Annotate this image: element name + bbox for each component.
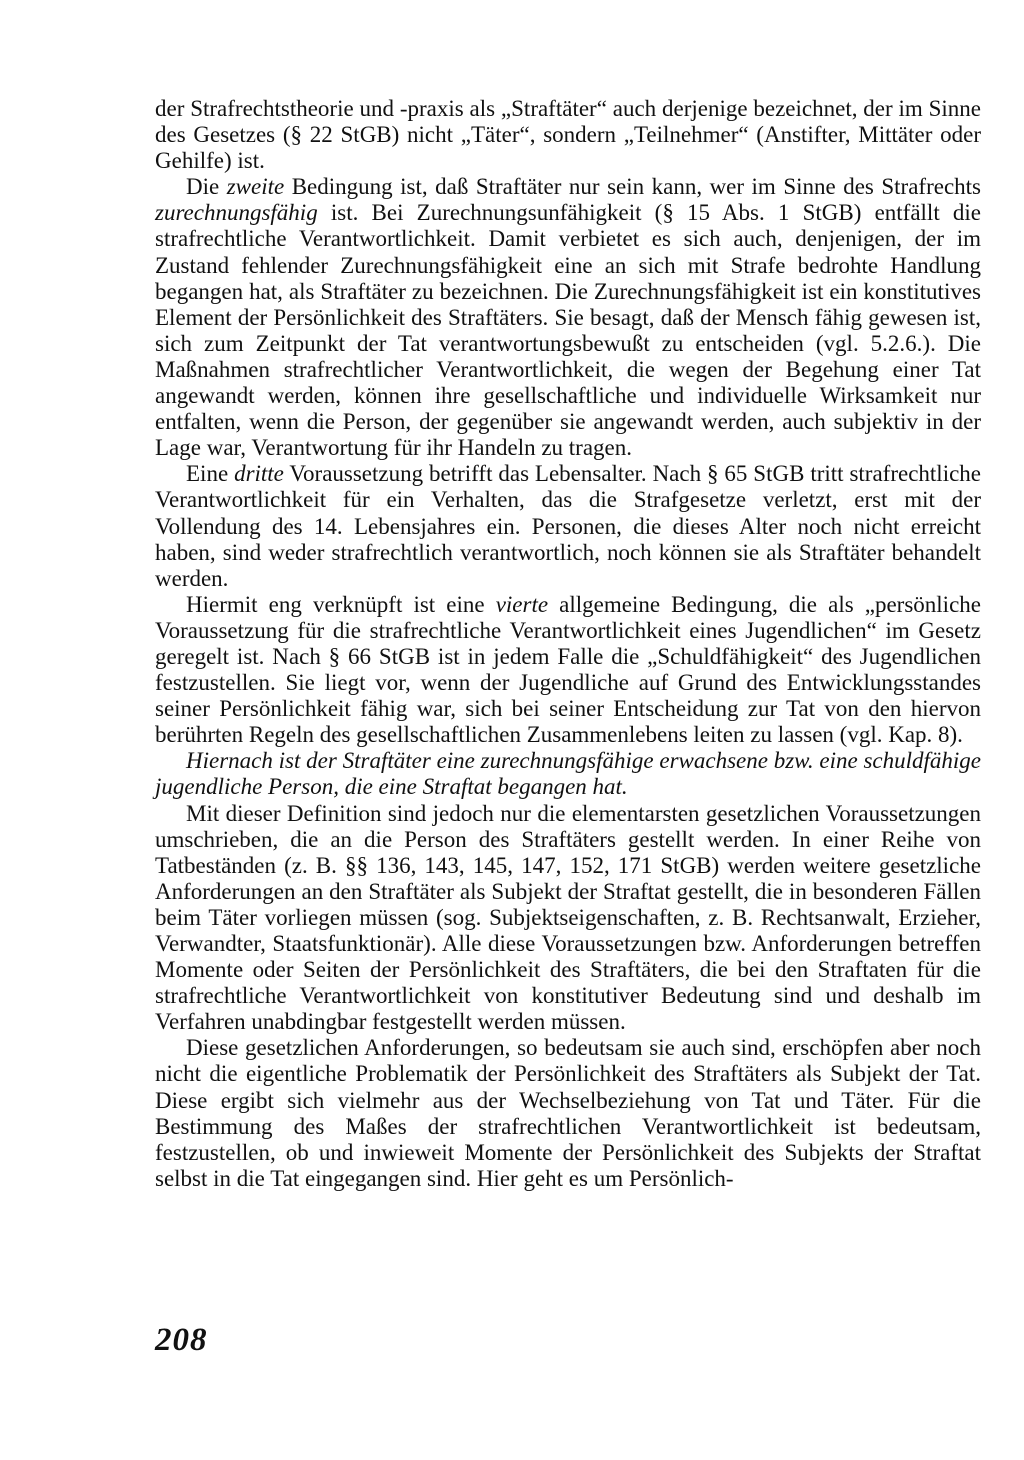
paragraph-2-text-a: Die bbox=[186, 174, 227, 200]
paragraph-2-text-b: Bedingung ist, daß Straftäter nur sein kann, wer im Sinne des Strafrechts bbox=[284, 174, 981, 200]
emphasis-dritte: dritte bbox=[234, 461, 284, 487]
emphasis-zurechnungsfaehig: zurechnungsfähig bbox=[155, 200, 318, 226]
emphasis-zweite: zweite bbox=[226, 174, 285, 200]
paragraph-4-text-a: Hiermit eng verknüpft ist eine bbox=[186, 591, 496, 617]
paragraph-7 bbox=[155, 1035, 981, 1192]
paragraph-6 bbox=[155, 801, 981, 1036]
page-number: 208 bbox=[155, 1322, 208, 1358]
paragraph-1-text: der Strafrechtstheorie und -praxis als „Straftäter“ auch derjenige bezeichnet, der im Sinne des Gesetzes (§ 22 StGB) nicht „Täter“, sondern „Teilnehmer“ (Anstifter, Mittäter oder Gehilfe) ist. bbox=[155, 96, 981, 174]
paragraph-2-text-c: ist. Bei Zurechnungsunfähigkeit (§ 15 Abs. 1 StGB) entfällt die strafrechtliche Verantwortlichkeit. Damit verbietet es sich auch, denjenigen, der im Zustand fehlender Zurechnungsfähigkeit eine an sich mit Strafe bedrohte Handlung begangen hat, als Straftäter zu bezeichnen. Die Zurechnungsfähigkeit ist ein konstitutives Element der Persönlichkeit des Straftäters. Sie besagt, daß der Mensch fähig gewesen ist, sich zum Zeitpunkt der Tat verantwortungsbewußt zu entscheiden (vgl. 5.2.6.). Die Maßnahmen strafrechtlicher Verantwortlichkeit, die wegen der Begehung einer Tat angewandt werden, können ihre gesellschaftliche und individuelle Wirksamkeit nur entfalten, wenn die Person, der gegenüber sie angewandt werden, auch subjektiv in der Lage war, Verantwortung für ihr Handeln zu tragen. bbox=[155, 200, 981, 461]
paragraph-6-text: Mit dieser Definition sind jedoch nur die elementarsten gesetzlichen Voraussetzungen umschrieben, die an die Person des Straftäters gestellt werden. In einer Reihe von Tatbeständen (z. B. §§ 136, 143, 145, 147, 152, 171 StGB) werden weitere gesetzliche Anforderungen an den Straftäter als Subjekt der Straftat gestellt, die in besonderen Fällen beim Täter vorliegen müssen (sog. Subjektseigenschaften, z. B. Rechtsanwalt, Erzieher, Verwandter, Staatsfunktionär). Alle diese Voraussetzungen bzw. Anforderungen betreffen Momente oder Seiten der Persönlichkeit des Straftäters, die bei den Straftaten für die strafrechtliche Verantwortlichkeit von konstitutiver Bedeutung sind und deshalb im Verfahren unabdingbar festgestellt werden müssen. bbox=[155, 800, 981, 1035]
paragraph-1 bbox=[155, 96, 981, 174]
definition-text: Hiernach ist der Straftäter eine zurechnungsfähige erwachsene bzw. eine schuldfähige jugendliche Person, die eine Straftat begangen hat. bbox=[155, 748, 981, 800]
paragraph-4 bbox=[155, 592, 981, 749]
paragraph-2 bbox=[155, 174, 981, 461]
paragraph-3 bbox=[155, 461, 981, 591]
paragraph-7-text: Diese gesetzlichen Anforderungen, so bedeutsam sie auch sind, erschöpfen aber noch nicht die eigentliche Problematik der Persönlichkeit des Straftäters als Subjekt der Tat. Diese ergibt sich vielmehr aus der Wechselbeziehung von Tat und Täter. Für die Bestimmung des Maßes der strafrechtlichen Verantwortlichkeit ist bedeutsam, festzustellen, ob und inwieweit Momente der Persönlichkeit des Subjekts der Straftat selbst in die Tat eingegangen sind. Hier geht es um Persönlich- bbox=[155, 1035, 981, 1191]
definition-paragraph bbox=[155, 748, 981, 800]
emphasis-vierte: vierte bbox=[495, 591, 549, 617]
paragraph-4-text-b: allgemeine Bedingung, die als „persönliche Voraussetzung für die strafrechtliche Verantwortlichkeit eines Jugendlichen“ im Gesetz geregelt ist. Nach § 66 StGB ist in jedem Falle die „Schuldfähigkeit“ des Jugendlichen festzustellen. Sie liegt vor, wenn der Jugendliche auf Grund des Entwicklungsstandes seiner Persönlichkeit fähig war, sich bei seiner Entscheidung zur Tat von den hiervon berührten Regeln des gesellschaftlichen Zusammenlebens leiten zu lassen (vgl. Kap. 8). bbox=[155, 591, 981, 748]
paragraph-3-text-b: Voraussetzung betrifft das Lebensalter. Nach § 65 StGB tritt strafrechtliche Verantwortlichkeit für ein Verhalten, das die Strafgesetze verletzt, erst mit der Vollendung des 14. Lebensjahres ein. Personen, die dieses Alter noch nicht erreicht haben, sind weder strafrechtlich verantwortlich, noch können sie als Straftäter behandelt werden. bbox=[155, 461, 981, 591]
body-text bbox=[155, 96, 981, 1192]
paragraph-3-text-a: Eine bbox=[186, 461, 235, 487]
